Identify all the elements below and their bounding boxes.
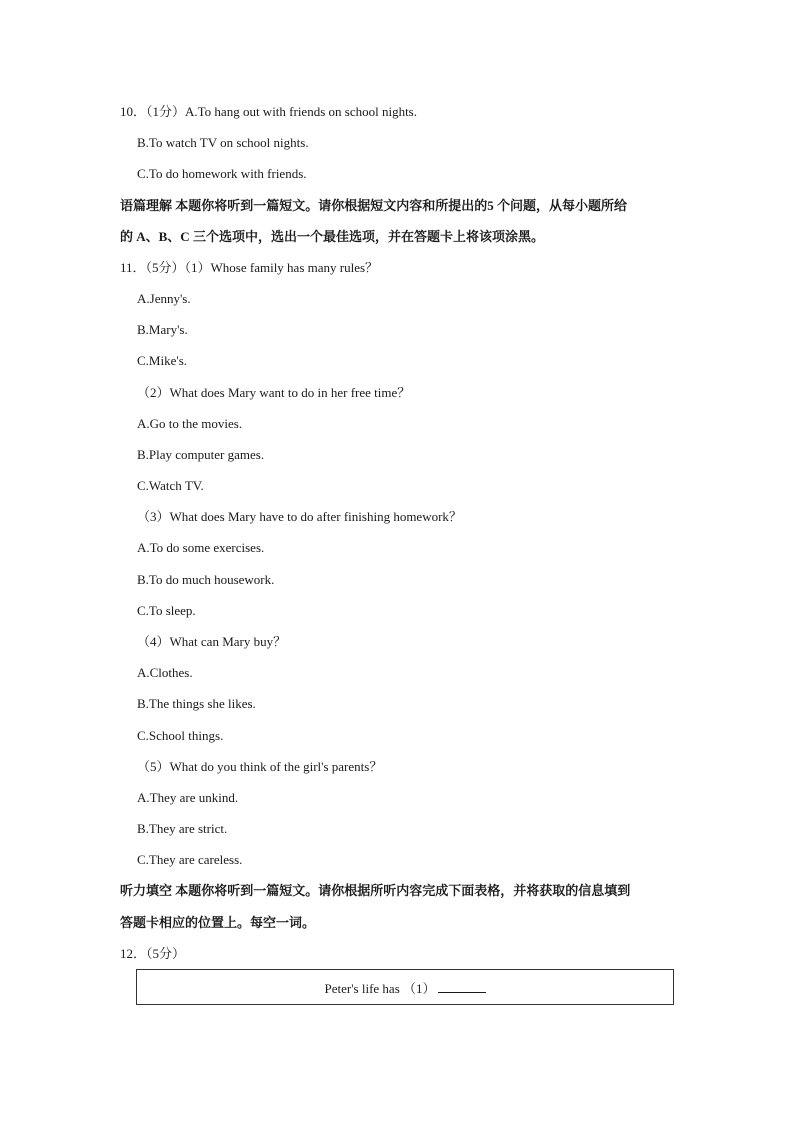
- q11-4-option-c: C.School things.: [137, 728, 224, 743]
- q12-table-cell: [137, 980, 673, 997]
- reading-instructions-line2: 的 A、B、C 三个选项中，选出一个最佳选项，并在答题卡上将该项涂黑。: [120, 229, 544, 244]
- q12-cell-text: Peter's life has （1）: [324, 981, 436, 996]
- q10-header: 10．（1分）A.To hang out with friends on school nights.: [120, 104, 417, 119]
- q11-2-option-b: B.Play computer games.: [137, 447, 265, 462]
- q11-3-question: （3）What does Mary have to do after finishing homework？: [137, 509, 462, 524]
- q11-5-question: （5）What do you think of the girl's parents？: [137, 759, 383, 774]
- q11-4-question: （4）What can Mary buy？: [137, 634, 287, 649]
- q11-4-option-a: A.Clothes.: [137, 665, 193, 680]
- reading-instructions-line1: 语篇理解 本题你将听到一篇短文。请你根据短文内容和所提出的5 个问题，从每小题所给: [120, 198, 628, 213]
- q11-3-option-c: C.To sleep.: [137, 603, 196, 618]
- q11-1-option-b: B.Mary's.: [137, 322, 188, 337]
- q11-1-option-c: C.Mike's.: [137, 353, 188, 368]
- q10-option-b: B.To watch TV on school nights.: [137, 135, 309, 150]
- q11-3-option-b: B.To do much housework.: [137, 572, 275, 587]
- q12-header: 12．（5分）: [120, 946, 186, 961]
- q11-3-option-a: A.To do some exercises.: [137, 540, 265, 555]
- listening-instructions-line1: 听力填空 本题你将听到一篇短文。请你根据所听内容完成下面表格，并将获取的信息填到: [120, 883, 631, 898]
- q11-2-option-c: C.Watch TV.: [137, 478, 204, 493]
- q11-2-option-a: A.Go to the movies.: [137, 416, 243, 431]
- listening-instructions-line2: 答题卡相应的位置上。每空一词。: [120, 915, 316, 930]
- q11-header: 11．（5分）（1）Whose family has many rules？: [120, 260, 379, 275]
- q12-blank-1[interactable]: [438, 980, 486, 993]
- q12-table: [136, 969, 674, 1005]
- q11-5-option-c: C.They are careless.: [137, 852, 243, 867]
- q10-option-c: C.To do homework with friends.: [137, 166, 307, 181]
- q11-2-question: （2）What does Mary want to do in her free time？: [137, 385, 411, 400]
- q11-1-option-a: A.Jenny's.: [137, 291, 191, 306]
- q11-5-option-b: B.They are strict.: [137, 821, 228, 836]
- q11-4-option-b: B.The things she likes.: [137, 696, 256, 711]
- q11-5-option-a: A.They are unkind.: [137, 790, 239, 805]
